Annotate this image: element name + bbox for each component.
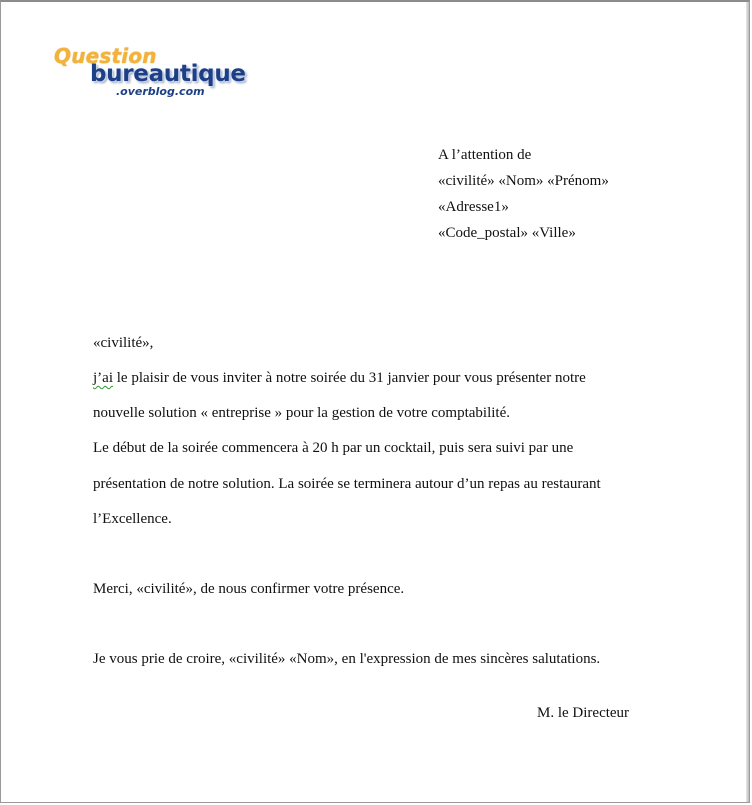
letter-thanks: Merci, «civilité», de nous confirmer votre présence. <box>93 581 405 597</box>
letter-salutation: «civilité», <box>93 335 154 351</box>
letter-paragraph1-line1 <box>93 370 586 387</box>
letter-closing: Je vous prie de croire, «civilité» «Nom», en l'expression de mes sincères salutations. <box>93 651 601 667</box>
letter-paragraph2-line1: Le début de la soirée commencera à 20 h par un cocktail, puis sera suivi par une <box>93 440 574 456</box>
logo-bureautique-text: bureautique <box>90 61 246 87</box>
logo-domain-text: .overblog.com <box>116 85 205 98</box>
spelling-flagged-word[interactable]: j’ai <box>93 370 113 386</box>
letter-signature: M. le Directeur <box>537 705 630 721</box>
address-attention-line: A l’attention de <box>438 147 532 163</box>
logo-question-text: Question <box>54 44 157 68</box>
blog-logo <box>54 44 254 104</box>
address-street-field-line: «Adresse1» <box>438 199 509 215</box>
address-name-field-line: «civilité» «Nom» «Prénom» <box>438 173 609 189</box>
recipient-address-block <box>438 142 609 246</box>
address-city-field-line: «Code_postal» «Ville» <box>438 225 576 241</box>
letter-paragraph1-line2: nouvelle solution « entreprise » pour la gestion de votre comptabilité. <box>93 405 510 421</box>
letter-paragraph2-line2: présentation de notre solution. La soirée se terminera autour d’un repas au restaurant <box>93 476 601 492</box>
letter-paragraph2-line3: l’Excellence. <box>93 511 172 527</box>
paragraph1-line1-rest: le plaisir de vous inviter à notre soirée du 31 janvier pour vous présenter notre <box>113 370 586 386</box>
